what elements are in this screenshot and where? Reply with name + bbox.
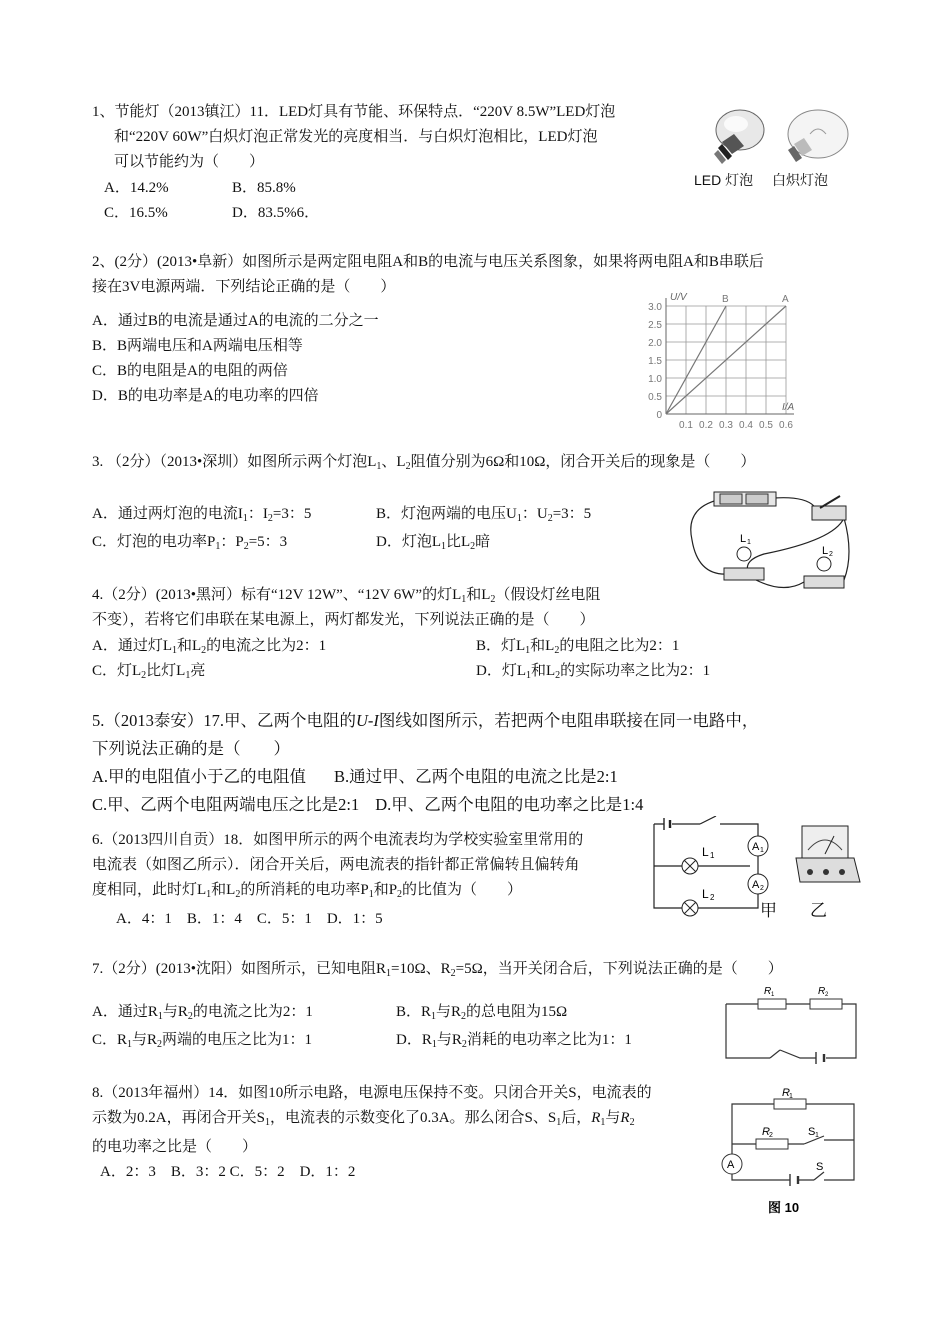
meter-a2-sub: 2 xyxy=(760,885,764,892)
q4-line2: 不变），若将它们串联在某电源上，两灯都发光，下列说法正确的是（ ） xyxy=(92,612,595,628)
q3-sub: 2 xyxy=(470,541,476,552)
y-tick-label: 2.5 xyxy=(648,320,662,331)
q5-dash: - xyxy=(367,711,374,730)
q7-circuit-image xyxy=(720,984,864,1066)
r2-label: R xyxy=(762,1126,770,1138)
q3-d-mid: 比L xyxy=(446,534,471,550)
q5-line1 xyxy=(92,707,758,735)
q7-stem xyxy=(92,957,783,979)
q4-sub: 1 xyxy=(172,645,177,656)
q7-sub: 2 xyxy=(450,968,456,979)
q3-sub: 2 xyxy=(243,541,249,552)
q4-line1-post: （假设灯丝电阻 xyxy=(495,587,601,603)
q1-caption-incandescent: 白炽灯泡 xyxy=(772,172,828,188)
r2-sub: 2 xyxy=(825,992,829,998)
q3-option-b: B．灯泡两端的电压$U_1$：$U_2=3$：5 xyxy=(376,506,592,524)
series-label-B: B xyxy=(722,294,729,305)
q7-c-tail: 两端的电压之比为1：1 xyxy=(162,1032,313,1048)
q4-option-d xyxy=(476,659,710,681)
q6-circuit-image xyxy=(650,816,862,920)
q4-option-c xyxy=(92,659,205,681)
q4-b-tail: 的电阻之比为2：1 xyxy=(559,638,680,654)
r2-sub: 2 xyxy=(769,1132,773,1139)
q4-a-text: A．通过灯L xyxy=(92,638,172,654)
q4-d-text: D．灯L xyxy=(476,663,526,679)
bulbs-image xyxy=(700,104,860,170)
q3-a-text: A．通过两灯泡的电流I xyxy=(92,506,243,522)
q4-sub: 2 xyxy=(201,645,207,656)
l2-label: L xyxy=(822,545,829,557)
q3-a-tail: =3：5 xyxy=(272,506,312,522)
q1-line2: 和“220V 60W”白炽灯泡正常发光的亮度相当．与白炽灯泡相比，LED灯泡 xyxy=(114,129,598,145)
q2-option-b: B．B两端电压和A两端电压相等 xyxy=(92,338,303,354)
q7-stem-mid: =10Ω、R xyxy=(391,961,451,977)
q6-line3-post: 的比值为（ ） xyxy=(402,882,523,898)
q3-sub: 1 xyxy=(441,541,446,552)
q7-b-mid: 与R xyxy=(436,1004,462,1020)
meter-a2-label: A xyxy=(752,879,760,891)
q1-option-b: B．85.8% xyxy=(232,180,296,196)
x-tick-label: 0.5 xyxy=(759,420,773,431)
q4-sub: 2 xyxy=(554,645,560,656)
meter-a1-label: A xyxy=(752,841,760,853)
q7-c-mid: 与R xyxy=(132,1032,158,1048)
y-axis-label: U/V xyxy=(670,292,687,303)
q8-r2: R xyxy=(620,1110,630,1126)
q7-d-text: D．R xyxy=(396,1032,432,1048)
q3-stem xyxy=(92,450,755,472)
q4-a-tail: 的电流之比为2：1 xyxy=(206,638,327,654)
q6-options: A．4：1 B．1：4 C．5：1 D．1：5 xyxy=(116,911,383,927)
x-tick-label: 0.4 xyxy=(739,420,753,431)
q6-sub: 2 xyxy=(397,889,403,900)
q1-line1: 1、节能灯（2013镇江）11．LED灯具有节能、环保特点．“220V 8.5W”LED灯泡 xyxy=(92,104,616,120)
q2-line1: 2、(2分）(2013•阜新）如图所示是两定阻电阻A和B的电流与电压关系图象，如果将两电阻A和B串联后 xyxy=(92,254,764,270)
q3-sub: 1 xyxy=(242,513,248,524)
q6-sub: 1 xyxy=(206,889,212,900)
ui-graph xyxy=(640,286,815,436)
q2-options xyxy=(92,309,379,409)
q6-line1: 6.（2013四川自贡）18．如图甲所示的两个电流表均为学校实验室里常用的 xyxy=(92,832,584,848)
q4-sub: 1 xyxy=(526,670,531,681)
x-tick-labels xyxy=(679,420,793,431)
q7-d-tail: 消耗的电功率之比为1：1 xyxy=(466,1032,632,1048)
meter-a1-sub: 1 xyxy=(760,847,764,854)
q2-option-a: A．通过B的电流是通过A的电流的二分之一 xyxy=(92,313,379,329)
q1-line3: 可以节能约为（ ） xyxy=(114,154,265,170)
q3-sub: 1 xyxy=(516,513,522,524)
q2-option-d: D．B的电功率是A的电功率的四倍 xyxy=(92,388,319,404)
q3-sep: ： xyxy=(220,534,236,550)
r1-sub: 1 xyxy=(771,992,775,998)
y-tick-label: 1.5 xyxy=(648,356,662,367)
q3-d-text: D．灯泡L xyxy=(376,534,441,550)
q5-option-b: B.通过甲、乙两个电阻的电流之比是2:1 xyxy=(334,767,618,786)
q4-sub: 2 xyxy=(555,670,561,681)
q3-circuit-image xyxy=(684,484,856,604)
x-axis-label: I/A xyxy=(782,402,795,413)
q3-stem-pre: 3. （2分）（2013•深圳）如图所示两个灯泡L xyxy=(92,454,377,470)
x-tick-label: 0.6 xyxy=(779,420,793,431)
q4-c-mid: 比灯L xyxy=(146,663,186,679)
q7-sub: 1 xyxy=(386,968,392,979)
x-tick-label: 0.1 xyxy=(679,420,693,431)
q4-d-tail: 的实际功率之比为2：1 xyxy=(560,663,711,679)
q3-sub: 1 xyxy=(215,541,221,552)
lamp-l2-label: L xyxy=(702,887,709,901)
q5-option-d: D.甲、乙两个电阻的电功率之比是1:4 xyxy=(375,795,644,814)
q7-c-text: C．R xyxy=(92,1032,128,1048)
q5-u: U xyxy=(356,711,368,730)
r1-label: R xyxy=(782,1087,790,1099)
q8-line2-mid2: 后， xyxy=(561,1110,592,1126)
q8-line2-pre: 示数为0.2A，再闭合开关S xyxy=(92,1110,265,1126)
q5-option-a: A.甲的电阻值小于乙的电阻值 xyxy=(92,767,307,786)
y-tick-label: 3.0 xyxy=(648,302,662,313)
y-tick-labels xyxy=(648,302,662,421)
q4-sub: 1 xyxy=(525,645,531,656)
q3-sub: 2 xyxy=(267,513,273,524)
q7-option-a xyxy=(92,1000,313,1022)
q6-line3-mid: 和L xyxy=(211,882,236,898)
q8-line2-mid: ，电流表的示数变化了0.3A。那么闭合S、S xyxy=(269,1110,557,1126)
q6-line2: 电流表（如图乙所示）．闭合开关后，两电流表的指针都正常偏转且偏转角 xyxy=(92,857,580,873)
q4-sub: 1 xyxy=(185,670,191,681)
s-label: S xyxy=(816,1161,824,1173)
q4-a-mid: 和L xyxy=(177,638,202,654)
q1-option-a: A．14.2% xyxy=(104,180,169,196)
q5-line2: 下列说法正确的是（ ） xyxy=(92,739,290,758)
q4-line1 xyxy=(92,583,600,605)
q4-b-text: B．灯L xyxy=(476,638,526,654)
q7-sub: 1 xyxy=(431,1011,437,1022)
q2-option-c: C．B的电阻是A的电阻的两倍 xyxy=(92,363,288,379)
q7-sub: 2 xyxy=(157,1039,163,1050)
y-tick-label: 0 xyxy=(656,410,662,421)
question-1 xyxy=(92,100,615,175)
q6-line3-mid3: 和P xyxy=(373,882,398,898)
q8-sub: 1 xyxy=(264,1117,270,1128)
q7-b-text: B．R xyxy=(396,1004,432,1020)
lamp-l1-sub: 1 xyxy=(710,851,715,860)
q3-sep: ： xyxy=(247,506,263,522)
q3-b-tail: =3：5 xyxy=(552,506,592,522)
q4-line1-mid: 和L xyxy=(466,587,491,603)
q6-line3 xyxy=(92,878,583,907)
l1-sub: 1 xyxy=(747,539,751,546)
q1-option-c: C．16.5% xyxy=(104,205,168,221)
r1-label: R xyxy=(764,986,772,997)
q6-line3-mid2: 的所消耗的电功率P xyxy=(240,882,369,898)
q7-option-d xyxy=(396,1028,632,1050)
q3-sub: 1 xyxy=(376,461,382,472)
question-5 xyxy=(92,707,758,819)
q4-option-a xyxy=(92,634,326,656)
question-6 xyxy=(92,828,583,932)
q3-sep: ： xyxy=(521,506,537,522)
q8-line1: 8.（2013年福州）14．如图10所示电路，电源电压保持不变。只闭合开关S，电流表的 xyxy=(92,1085,652,1101)
q7-sub: 1 xyxy=(127,1039,133,1050)
q7-a-text: A．通过R xyxy=(92,1004,158,1020)
q7-stem-pre: 7.（2分）(2013•沈阳）如图所示，已知电阻R xyxy=(92,961,387,977)
q7-option-c xyxy=(92,1028,312,1050)
q3-stem-post: 阻值分别为6Ω和10Ω，闭合开关后的现象是（ ） xyxy=(410,454,756,470)
q3-b-text: B．灯泡两端的电压U xyxy=(376,506,517,522)
ammeter-image xyxy=(796,826,860,882)
r1-sub: 1 xyxy=(789,1093,793,1100)
q8-r1: R xyxy=(591,1110,601,1126)
q5-i: I xyxy=(373,711,379,730)
q8-line3: 的电功率之比是（ ） xyxy=(92,1139,258,1155)
q4-sub: 2 xyxy=(141,670,147,681)
q5-row-cd xyxy=(92,791,758,819)
q8-circuit-image xyxy=(712,1084,862,1220)
q4-sub: 2 xyxy=(490,594,496,605)
q7-sub: 2 xyxy=(187,1011,193,1022)
q7-sub: 1 xyxy=(157,1011,163,1022)
q4-c-tail: 亮 xyxy=(190,663,206,679)
q3-sub: 2 xyxy=(547,513,553,524)
s1-sub: 1 xyxy=(815,1132,819,1139)
ammeter-label: A xyxy=(727,1159,735,1171)
q7-option-b xyxy=(396,1000,567,1022)
q8-and: 与 xyxy=(605,1110,621,1126)
q3-option-a: A．通过两灯泡的电流$I_1$：$I_2=3$：5 xyxy=(92,506,312,524)
y-tick-label: 1.0 xyxy=(648,374,662,385)
q3-option-d xyxy=(376,530,490,552)
x-tick-label: 0.2 xyxy=(699,420,713,431)
q7-b-tail: 的总电阻为15Ω xyxy=(466,1004,568,1020)
figure-10-caption: 图 10 xyxy=(768,1200,800,1215)
q1-option-d: D．83.5%6． xyxy=(232,205,320,221)
q7-a-tail: 的电流之比为2：1 xyxy=(192,1004,313,1020)
q7-sub: 2 xyxy=(461,1011,467,1022)
q5-line1-post: 图线如图所示，若把两个电阻串联接在同一电路中， xyxy=(378,711,759,730)
q8-options: A．2：3 B．3：2 C．5：2 D．1：2 xyxy=(100,1164,356,1180)
q6-line3-pre: 度相同，此时灯L xyxy=(92,882,207,898)
q5-option-c: C.甲、乙两个电阻两端电压之比是2:1 xyxy=(92,795,360,814)
q3-sub: 2 xyxy=(405,461,411,472)
q7-sub: 1 xyxy=(431,1039,437,1050)
incandescent-bulb-image xyxy=(788,110,848,162)
q4-b-mid: 和L xyxy=(530,638,555,654)
lamp-l2-sub: 2 xyxy=(710,893,715,902)
q3-d-tail: 暗 xyxy=(475,534,491,550)
q3-c-text: C．灯泡的电功率P xyxy=(92,534,216,550)
q3-stem-mid: 、L xyxy=(381,454,406,470)
q5-line1-pre: 5.（2013泰安）17.甲、乙两个电阻的 xyxy=(92,711,356,730)
q4-d-mid: 和L xyxy=(531,663,556,679)
led-bulb-image xyxy=(714,110,764,164)
q5-row-ab xyxy=(92,763,758,791)
q7-d-mid: 与R xyxy=(436,1032,462,1048)
q2-line2: 接在3V电源两端．下列结论正确的是（ ） xyxy=(92,279,396,295)
q8-sub: 1 xyxy=(600,1117,606,1128)
l2-sub: 2 xyxy=(829,551,833,558)
s1-label: S xyxy=(808,1126,816,1138)
q7-a-mid: 与R xyxy=(162,1004,188,1020)
q3-c-tail: =5：3 xyxy=(248,534,288,550)
q7-sub: 2 xyxy=(461,1039,467,1050)
q8-line2 xyxy=(92,1106,652,1135)
q8-sub: 2 xyxy=(629,1117,635,1128)
y-tick-label: 0.5 xyxy=(648,392,662,403)
question-8 xyxy=(92,1081,652,1185)
l1-label: L xyxy=(740,533,747,545)
q8-sub: 1 xyxy=(556,1117,562,1128)
y-tick-label: 2.0 xyxy=(648,338,662,349)
lamp-l1-label: L xyxy=(702,845,709,859)
series-label-A: A xyxy=(782,294,789,305)
r2-label: R xyxy=(818,986,826,997)
x-tick-label: 0.3 xyxy=(719,420,733,431)
q7-stem-post: =5Ω，当开关闭合后，下列说法正确的是（ ） xyxy=(455,961,783,977)
q6-label-jia: 甲 xyxy=(760,901,777,920)
q6-sub: 1 xyxy=(368,889,374,900)
q4-sub: 1 xyxy=(461,594,467,605)
q1-caption-led: LED 灯泡 xyxy=(694,172,754,188)
q4-line1-pre: 4.（2分）(2013•黑河）标有“12V 12W”、“12V 6W”的灯L xyxy=(92,587,462,603)
q3-option-c: C．灯泡的电功率$P_1$：$P_2=5$：3 xyxy=(92,534,288,552)
q4-c-text: C．灯L xyxy=(92,663,142,679)
q6-label-yi: 乙 xyxy=(810,901,827,920)
q6-sub: 2 xyxy=(235,889,241,900)
q4-option-b xyxy=(476,634,679,656)
